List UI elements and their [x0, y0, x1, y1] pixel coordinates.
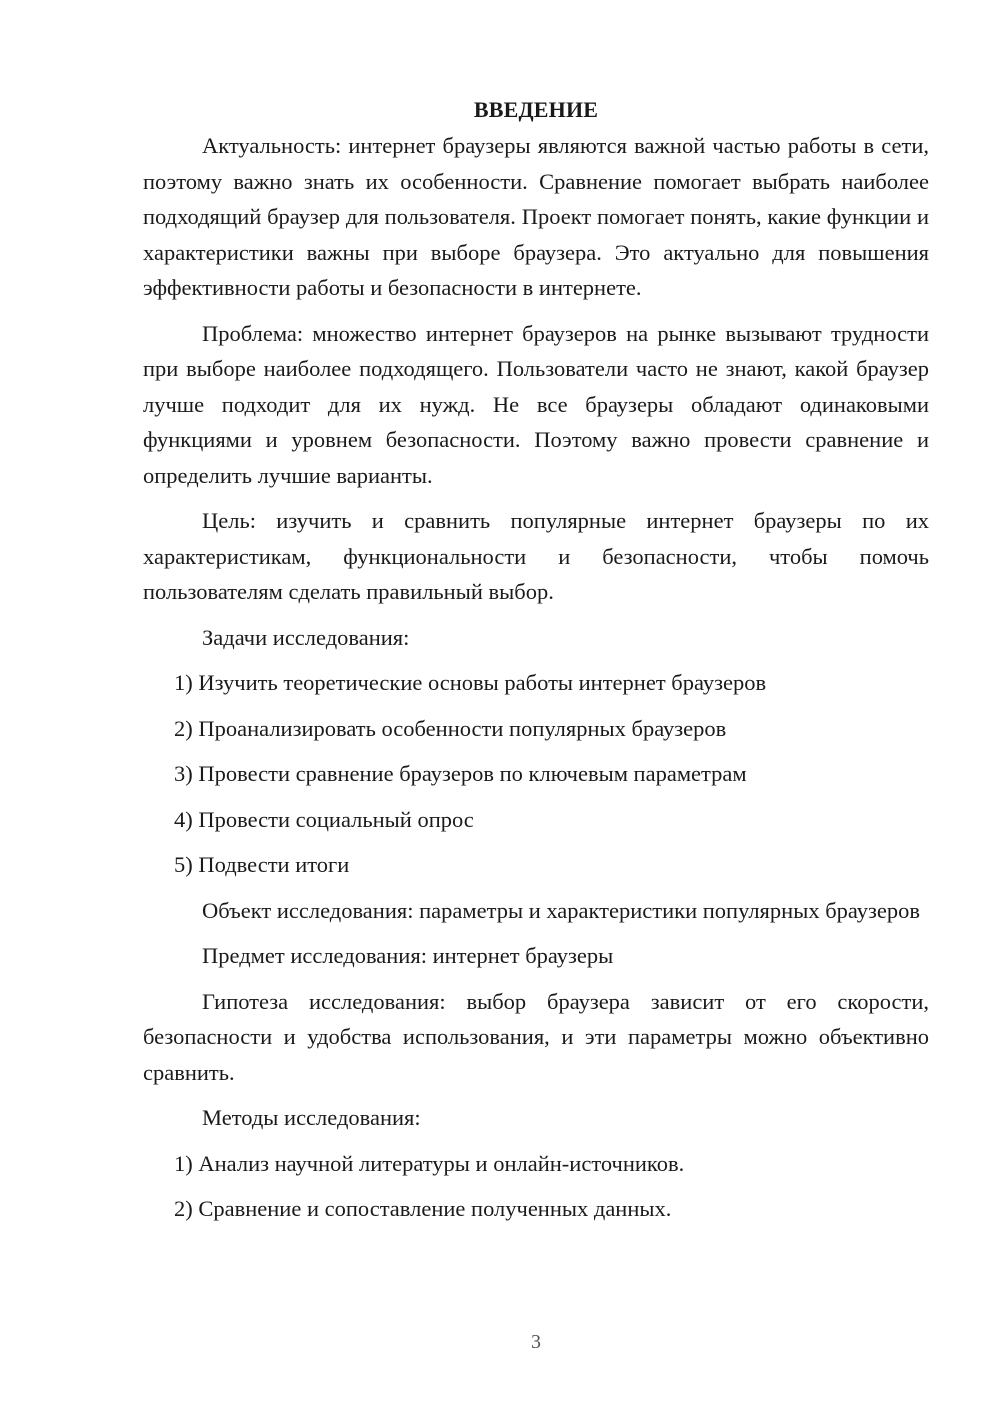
tasks-heading: Задачи исследования:: [202, 624, 410, 650]
list-item: 5) Подвести итоги: [174, 852, 350, 877]
list-item: 1) Изучить теоретические основы работы интернет браузеров: [174, 670, 767, 695]
subject-paragraph: Предмет исследования: интернет браузеры: [202, 943, 614, 968]
list-item: 3) Провести сравнение браузеров по ключевым параметрам: [174, 761, 747, 786]
document-page: [143, 92, 929, 1237]
methods-list: [143, 1146, 929, 1227]
hypothesis-paragraph: Гипотеза исследования: выбор браузера зависит от его скорости, безопасности и удобства использования, и эти параметры можно объективно сравнить.: [143, 988, 929, 1085]
list-item: 2) Сравнение и сопоставление полученных данных.: [174, 1196, 672, 1221]
list-item: 4) Провести социальный опрос: [174, 806, 474, 832]
problem-paragraph: Проблема: множество интернет браузеров на рынке вызывают трудности при выборе наиболее подходящего. Пользователи часто не знают, какой браузер лучше подходит для их нужд. Не все браузеры обладают одинаковыми функциями и уровнем безопасности. Поэтому важно провести сравнение и определить лучшие варианты.: [143, 320, 929, 488]
goal-paragraph: Цель: изучить и сравнить популярные интернет браузеры по их характеристикам, функциональности и безопасности, чтобы помочь пользователям сделать правильный выбор.: [143, 508, 929, 604]
section-title: ВВЕДЕНИЕ: [473, 97, 599, 122]
methods-heading: Методы исследования:: [202, 1105, 421, 1130]
page-number: 3: [531, 1331, 541, 1353]
list-item: 1) Анализ научной литературы и онлайн-источников.: [174, 1150, 685, 1176]
tasks-list: [143, 665, 929, 883]
object-paragraph: Объект исследования: параметры и характеристики популярных браузеров: [202, 897, 920, 923]
relevance-paragraph: Актуальность: интернет браузеры являются важной частью работы в сети, поэтому важно знать их особенности. Сравнение помогает выбрать наиболее подходящий браузер для пользователя. Проект помогает понять, какие функции и характеристики важны при выборе браузера. Это актуально для повышения эффективности работы и безопасности в интернете.: [143, 133, 929, 300]
list-item: 2) Проанализировать особенности популярных браузеров: [174, 715, 727, 741]
